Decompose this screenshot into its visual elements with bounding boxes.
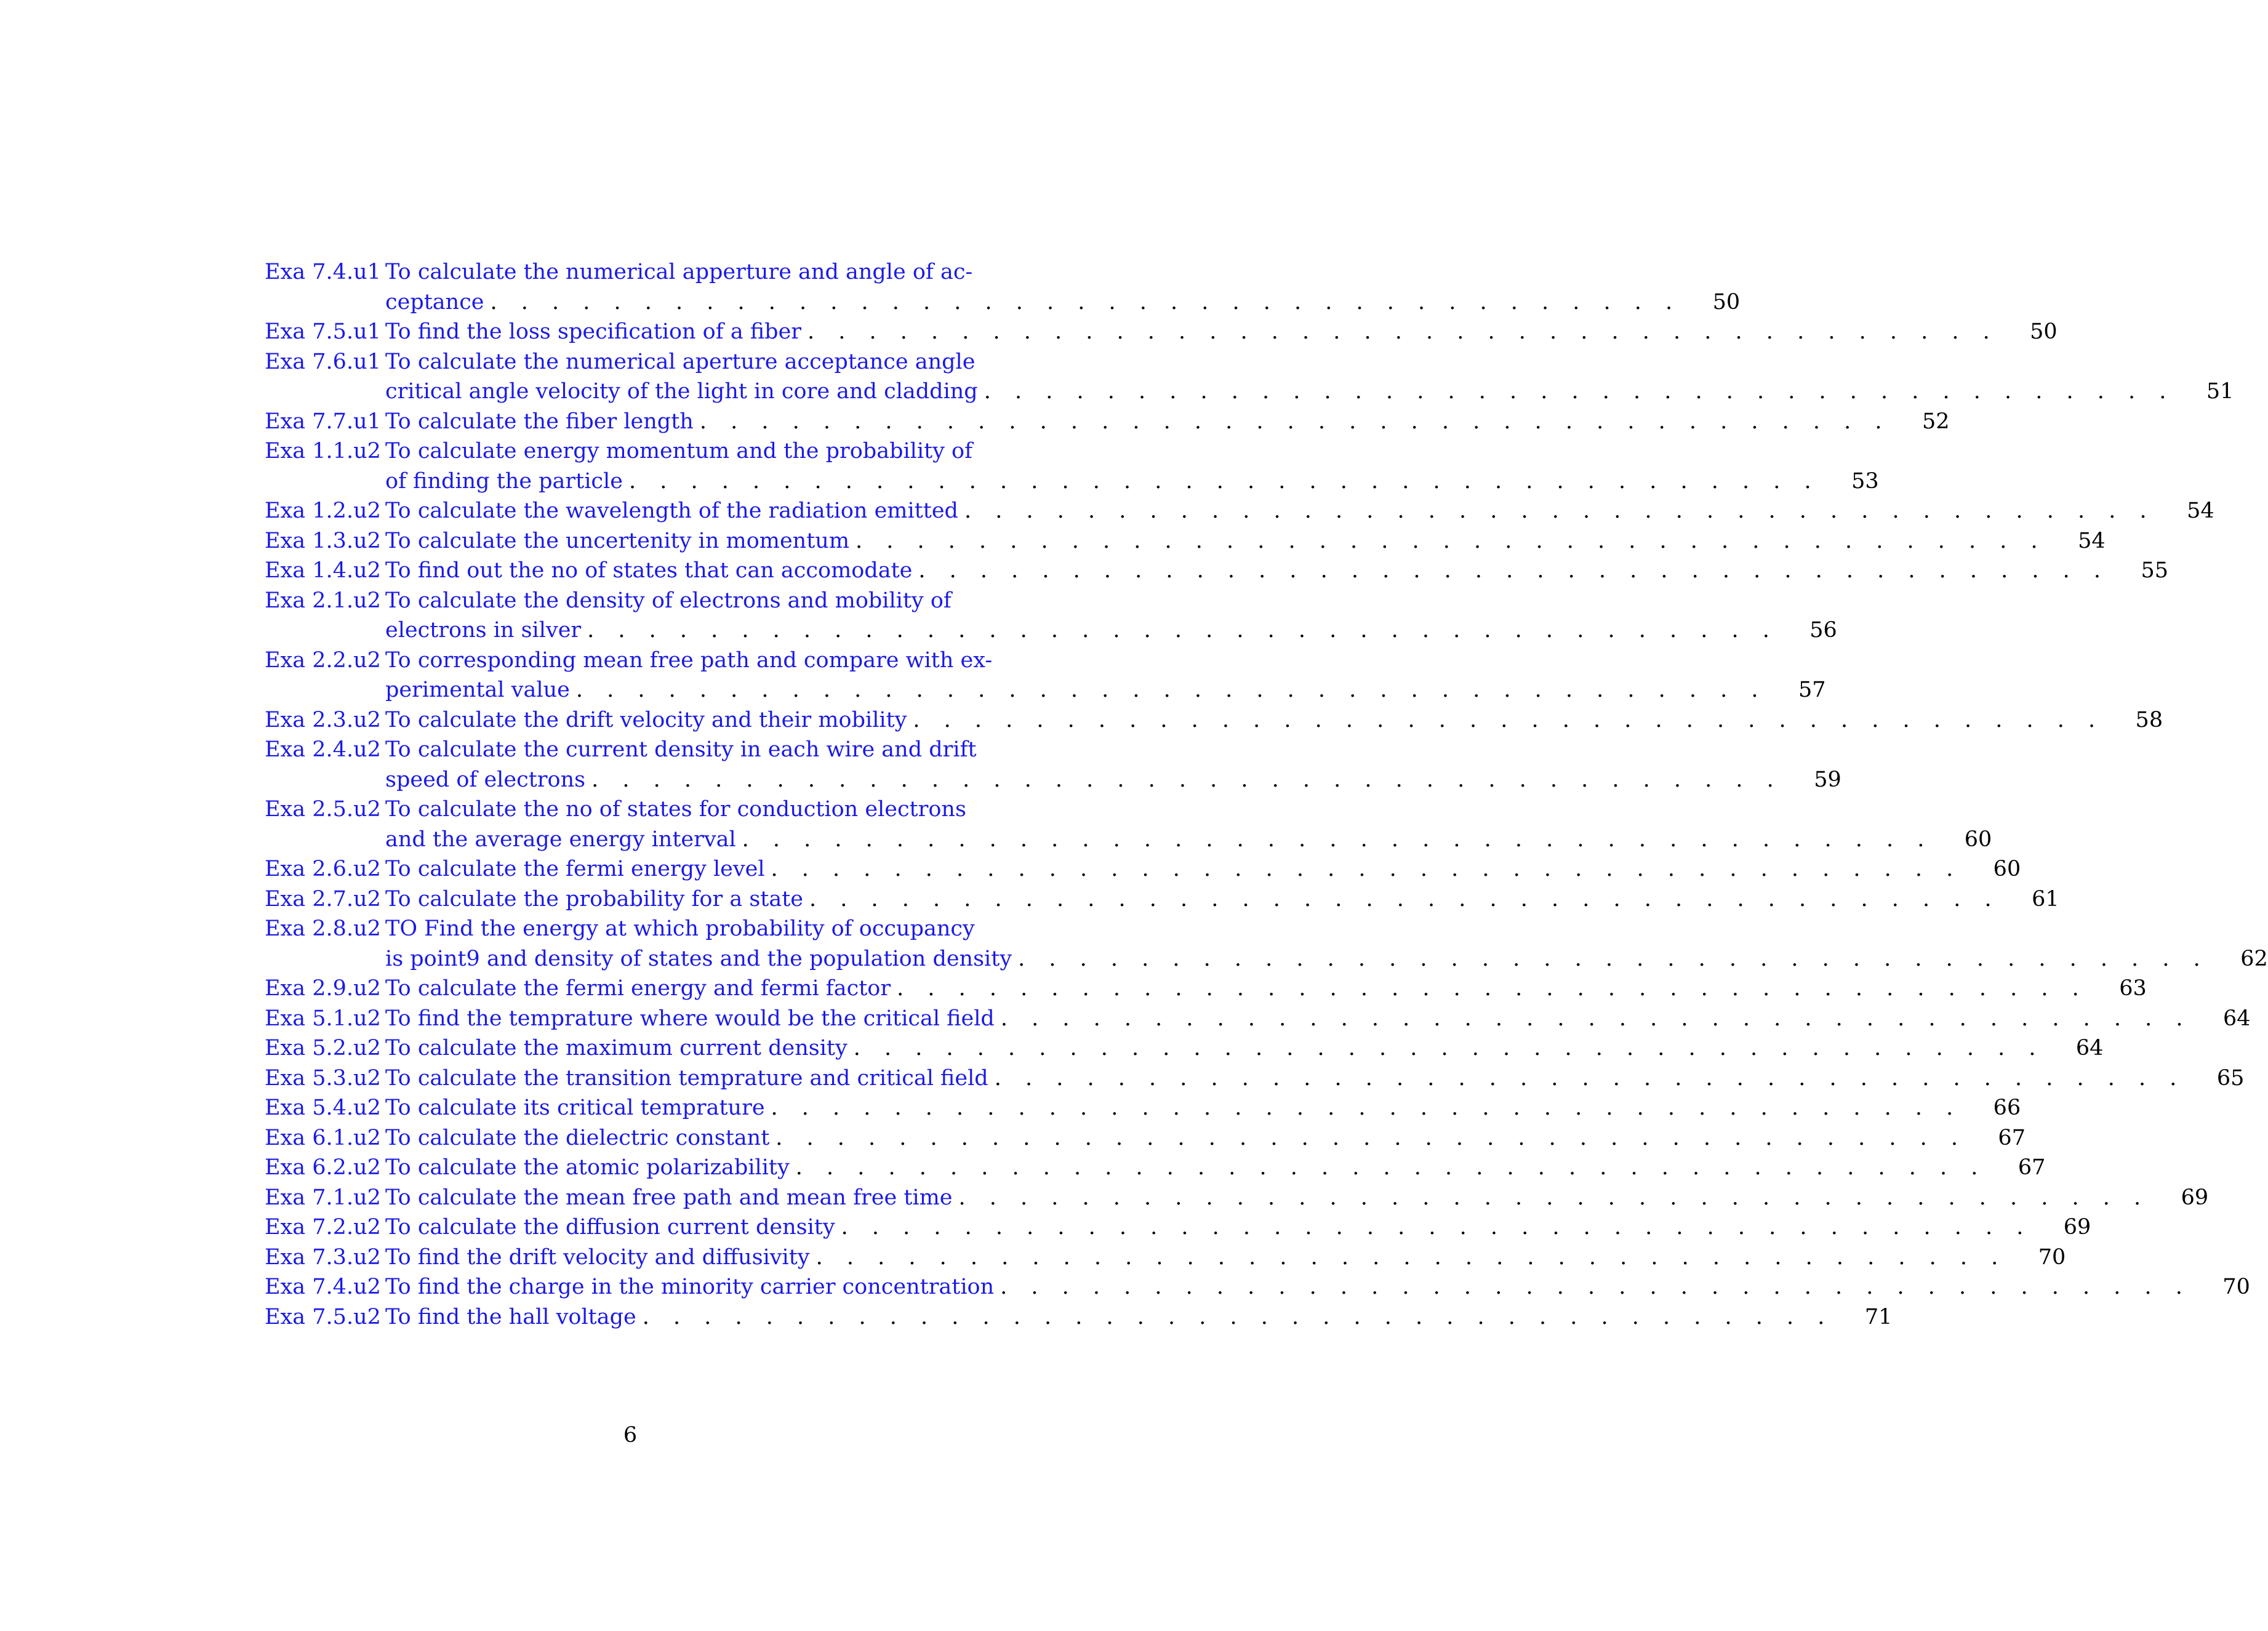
toc-entry-label[interactable]: Exa 7.5.u1 (265, 319, 381, 344)
toc-entry-title-line[interactable]: To calculate the transition temprature and critical field (385, 1065, 988, 1091)
toc-entry-title-line[interactable]: To calculate the wavelength of the radiation emitted (385, 499, 958, 523)
toc-entry-title-line[interactable]: To find out the no of states that can accomodate (385, 558, 913, 583)
toc-entry-page-number[interactable]: 59 (1814, 767, 1841, 792)
toc-entry-page-number[interactable]: 50 (1712, 289, 1741, 315)
dot-leader: . . . . . . . . . . . . . . . . . . . . . . . . . . . . . . . . . . . . . . . (628, 468, 1820, 494)
toc-entry-title-line[interactable]: To calculate the probability for a state (385, 886, 804, 912)
toc-entry-title-line[interactable]: To calculate the dielectric constant (385, 1125, 770, 1150)
toc-entry-title[interactable] (385, 257, 1681, 317)
toc-entry-title-line[interactable]: is point9 and density of states and the population density (385, 946, 1012, 971)
toc-entry-title[interactable] (385, 735, 1782, 795)
dot-leader: . . . . . . . . . . . . . . . . . . . . . . . . . . . . . . . . . . . . . . . (1000, 1275, 2191, 1299)
toc-entry-title-lastline[interactable] (385, 825, 1933, 855)
toc-entry-title[interactable] (385, 407, 1891, 437)
toc-entry-title-line[interactable]: To find the drift velocity and diffusivity (385, 1244, 810, 1270)
toc-entry-title[interactable] (385, 914, 2209, 974)
toc-entry-label[interactable]: Exa 2.8.u2 (265, 916, 381, 941)
toc-entry-title-lastline[interactable] (385, 615, 1778, 646)
toc-entry[interactable] (265, 974, 2147, 1004)
toc-entry-label[interactable]: Exa 7.2.u2 (265, 1215, 381, 1240)
toc-entry-label[interactable]: Exa 7.4.u2 (265, 1275, 381, 1299)
dot-leader: . . . . . . . . . . . . . . . . . . . . . . . . . . . . . . . . . . . . . . . (742, 827, 1933, 852)
dot-leader: . . . . . . . . . . . . . . . . . . . . . . . . . . . . . . . . . . . . . . . (984, 379, 2175, 404)
toc-entry-title[interactable] (385, 586, 1778, 646)
toc-entry-title-lastline[interactable] (385, 496, 2155, 526)
toc-entry-title-lastline[interactable] (385, 407, 1891, 437)
dot-leader: . . . . . . . . . . . . . . . . . . . . . . . . . . . . . . . . . . . . . . . (841, 1215, 2032, 1240)
toc-entry[interactable] (265, 586, 1837, 646)
toc-entry-title-line[interactable]: To calculate the fermi energy and fermi factor (385, 976, 891, 1001)
toc-entry-title-lastline[interactable] (385, 1093, 1961, 1123)
toc-entry[interactable] (265, 1183, 2209, 1213)
toc-entry-title[interactable] (385, 646, 1767, 705)
toc-entry-title-lastline[interactable] (385, 1123, 1966, 1153)
toc-entry-title-line[interactable]: To calculate the maximum current density (385, 1036, 847, 1060)
toc-entry-label[interactable]: Exa 7.6.u1 (265, 349, 381, 374)
toc-entry[interactable] (265, 257, 1741, 317)
toc-entry-label[interactable]: Exa 7.5.u2 (265, 1304, 381, 1329)
toc-entry-label[interactable]: Exa 1.3.u2 (265, 528, 381, 553)
toc-entry[interactable] (265, 436, 1879, 496)
toc-entry-title-line[interactable]: ceptance (385, 289, 484, 315)
toc-entry-title-line[interactable]: To calculate energy momentum and the probability of (385, 439, 973, 463)
toc-entry-title-line[interactable]: To find the hall voltage (385, 1304, 636, 1329)
dot-leader: . . . . . . . . . . . . . . . . . . . . . . . . . . . . . . . . . . . . . . . (575, 678, 1767, 702)
toc-entry-title-lastline[interactable] (385, 1212, 2032, 1243)
toc-entry-label[interactable]: Exa 1.4.u2 (265, 558, 381, 583)
toc-entry-title[interactable] (385, 1153, 1986, 1183)
toc-entry-page-number[interactable]: 61 (2032, 886, 2059, 912)
toc-entry-title[interactable] (385, 1302, 1833, 1332)
toc-entry-label[interactable]: Exa 6.1.u2 (265, 1125, 381, 1150)
toc-entry-label[interactable]: Exa 7.3.u2 (265, 1244, 381, 1270)
toc-entry-title-line[interactable]: To calculate the density of electrons and mobility of (385, 588, 952, 613)
toc-entry-page-number[interactable]: 60 (1993, 857, 2021, 881)
toc-entry[interactable] (265, 1004, 2251, 1034)
toc-entry[interactable] (265, 646, 1826, 705)
toc-entry[interactable] (265, 1153, 2046, 1183)
toc-entry-page-number[interactable]: 60 (1964, 827, 1992, 852)
toc-entry-label[interactable]: Exa 1.1.u2 (265, 439, 381, 463)
dot-leader: . . . . . . . . . . . . . . . . . . . . . . . . . . . . . . . . . . . . . . . (856, 528, 2046, 553)
toc-entry-label[interactable]: Exa 2.4.u2 (265, 737, 381, 762)
dot-leader: . . . . . . . . . . . . . . . . . . . . . . . . . . . . . . . . . . . . . . . (1000, 1006, 2192, 1031)
toc-entry-title-lastline[interactable] (385, 1153, 1986, 1183)
dot-leader: . . . . . . . . . . . . . . . . . . . . . . . . . . . . . . . . . . . . . . . (809, 886, 2000, 912)
dot-leader: . . . . . . . . . . . . . . . . . . . . . . . . . . . . . . . . . . . . . . . (815, 1244, 2007, 1270)
toc-entry-title[interactable] (385, 1243, 2006, 1273)
toc-entry-title-line[interactable]: To calculate the current density in each wire and drift (385, 737, 977, 762)
toc-entry-page-number[interactable]: 70 (2038, 1244, 2066, 1270)
toc-entry-title-line[interactable]: To calculate its critical temprature (385, 1096, 765, 1120)
toc-entry-page-number[interactable]: 52 (1921, 409, 1950, 434)
toc-entry-title-line[interactable]: To calculate the atomic polarizability (385, 1155, 790, 1180)
toc-entry[interactable] (265, 705, 2163, 735)
toc-entry-title-line[interactable]: electrons in silver (385, 618, 582, 643)
toc-entry-title-line[interactable]: To calculate the fiber length (385, 409, 694, 434)
toc-entry-title[interactable] (385, 496, 2155, 526)
toc-entry-title-line[interactable]: critical angle velocity of the light in core and cladding (385, 379, 978, 404)
toc-entry-title[interactable] (385, 1123, 1966, 1153)
dot-leader: . . . . . . . . . . . . . . . . . . . . . . . . . . . . . . . . . . . . . . . (964, 499, 2155, 523)
toc-entry-page-number[interactable]: 67 (1998, 1125, 2026, 1150)
toc-entry-label[interactable]: Exa 2.3.u2 (265, 707, 381, 732)
toc-entry-label[interactable]: Exa 5.3.u2 (265, 1065, 381, 1091)
toc-entry-title-line[interactable]: To corresponding mean free path and compare with ex- (385, 647, 993, 673)
toc-entry-title-lastline[interactable] (385, 1272, 2191, 1302)
toc-entry-label[interactable]: Exa 5.1.u2 (265, 1006, 381, 1031)
toc-entry-title-line[interactable]: To calculate the drift velocity and their mobility (385, 707, 907, 732)
toc-entry[interactable] (265, 407, 1950, 437)
toc-entry-label[interactable]: Exa 2.2.u2 (265, 647, 381, 673)
toc-entry-title-lastline[interactable] (385, 467, 1820, 497)
toc-entry-title[interactable] (385, 974, 2088, 1004)
toc-entry-title-lastline[interactable] (385, 556, 2109, 586)
toc-entry-title-lastline[interactable] (385, 854, 1961, 884)
toc-entry-page-number[interactable]: 53 (1851, 468, 1879, 494)
toc-entry-title-line[interactable]: To calculate the mean free path and mean free time (385, 1185, 953, 1210)
dot-leader: . . . . . . . . . . . . . . . . . . . . . . . . . . . . . . . . . . . . . . . (642, 1304, 1833, 1329)
toc-entry[interactable] (265, 347, 2234, 407)
table-of-contents (265, 257, 2268, 1332)
toc-entry-label[interactable]: Exa 7.1.u2 (265, 1185, 381, 1210)
toc-entry-title[interactable] (385, 1212, 2032, 1243)
toc-entry-title[interactable] (385, 556, 2109, 586)
toc-entry-page-number[interactable]: 64 (2075, 1036, 2104, 1060)
toc-entry-title-line[interactable]: To find the temprature where would be the critical field (385, 1006, 995, 1031)
toc-entry-label[interactable]: Exa 7.4.u1 (265, 260, 381, 284)
toc-entry[interactable] (265, 1212, 2091, 1243)
toc-entry-title-lastline[interactable] (385, 317, 1998, 347)
toc-entry[interactable] (265, 795, 1992, 854)
toc-entry-title-line[interactable]: To find the charge in the minority carrier concentration (385, 1275, 995, 1299)
toc-entry-title-lastline[interactable] (385, 1064, 2185, 1094)
toc-entry[interactable] (265, 735, 1841, 795)
dot-leader: . . . . . . . . . . . . . . . . . . . . . . . . . . . . . . . . . . . . . . . (897, 976, 2088, 1001)
toc-entry-title[interactable] (385, 1004, 2192, 1034)
toc-entry-title[interactable] (385, 705, 2104, 735)
toc-entry-title-lastline[interactable] (385, 884, 2000, 915)
toc-entry-title-line[interactable]: To calculate the numerical apperture and angle of ac- (385, 260, 973, 284)
toc-entry-title-lastline[interactable] (385, 675, 1767, 705)
dot-leader: . . . . . . . . . . . . . . . . . . . . . . . . . . . . . . . . . . . . . . . (699, 409, 1891, 434)
toc-entry[interactable] (265, 1243, 2066, 1273)
toc-entry-title-line[interactable]: To find the loss specification of a fiber (385, 319, 802, 344)
toc-entry-title-line[interactable]: To calculate the fermi energy level (385, 857, 765, 881)
dot-leader: . . . . . . . . . . . . . . . . . . . . . . . . . . . . . . . . . . . . . . . (795, 1155, 1987, 1180)
toc-entry-title[interactable] (385, 1064, 2185, 1094)
toc-entry-title-lastline[interactable] (385, 287, 1681, 318)
toc-entry-label[interactable]: Exa 2.9.u2 (265, 976, 381, 1001)
toc-entry-title-lastline[interactable] (385, 765, 1782, 795)
toc-entry-title-lastline[interactable] (385, 377, 2174, 407)
toc-entry-label[interactable]: Exa 5.2.u2 (265, 1036, 381, 1060)
toc-entry-page-number[interactable]: 69 (2063, 1215, 2091, 1240)
toc-entry-page-number[interactable]: 54 (2187, 499, 2214, 523)
toc-entry-label[interactable]: Exa 2.6.u2 (265, 857, 381, 881)
toc-entry[interactable] (265, 1064, 2245, 1094)
dot-leader: . . . . . . . . . . . . . . . . . . . . . . . . . . . . . . . . . . . . . . . (1018, 946, 2209, 971)
toc-entry-title-line[interactable]: To calculate the diffusion current density (385, 1215, 835, 1240)
dot-leader: . . . . . . . . . . . . . . . . . . . . . . . . . . . . . . . . . . . . . . . (490, 289, 1681, 315)
toc-entry-label[interactable]: Exa 5.4.u2 (265, 1096, 381, 1120)
toc-entry-label[interactable]: Exa 2.7.u2 (265, 886, 381, 912)
toc-entry[interactable] (265, 496, 2214, 526)
toc-entry-title[interactable] (385, 526, 2046, 556)
toc-entry-page-number[interactable]: 64 (2222, 1006, 2251, 1031)
toc-entry-title-lastline[interactable] (385, 1183, 2149, 1213)
dot-leader: . . . . . . . . . . . . . . . . . . . . . . . . . . . . . . . . . . . . . . . (771, 857, 1962, 881)
toc-entry[interactable] (265, 884, 2059, 915)
page-number: 6 (623, 1423, 638, 1448)
toc-entry[interactable] (265, 526, 2106, 556)
dot-leader: . . . . . . . . . . . . . . . . . . . . . . . . . . . . . . . . . . . . . . . (771, 1096, 1962, 1120)
toc-entry-page-number[interactable]: 57 (1798, 678, 1826, 702)
toc-entry-title-lastline[interactable] (385, 944, 2209, 974)
toc-entry-title-line[interactable]: of finding the particle (385, 468, 623, 494)
toc-entry-title[interactable] (385, 1183, 2149, 1213)
toc-entry[interactable] (265, 1033, 2104, 1064)
toc-entry-title[interactable] (385, 854, 1961, 884)
toc-entry-title-lastline[interactable] (385, 526, 2046, 556)
toc-entry-page-number[interactable]: 50 (2030, 319, 2058, 344)
toc-entry[interactable] (265, 1123, 2026, 1153)
toc-entry-title-lastline[interactable] (385, 1033, 2044, 1064)
toc-entry[interactable] (265, 854, 2021, 884)
toc-entry-title-lastline[interactable] (385, 974, 2088, 1004)
toc-entry-page-number[interactable]: 65 (2216, 1065, 2245, 1091)
dot-leader: . . . . . . . . . . . . . . . . . . . . . . . . . . . . . . . . . . . . . . . (918, 558, 2110, 583)
toc-entry-title-line[interactable]: speed of electrons (385, 767, 586, 792)
toc-entry-label[interactable]: Exa 2.5.u2 (265, 797, 381, 822)
toc-entry-title-line[interactable]: and the average energy interval (385, 827, 736, 852)
toc-entry[interactable] (265, 1302, 1893, 1332)
dot-leader: . . . . . . . . . . . . . . . . . . . . . . . . . . . . . . . . . . . . . . . (591, 767, 1782, 792)
toc-entry-title[interactable] (385, 884, 2000, 915)
toc-entry-title-lastline[interactable] (385, 1243, 2006, 1273)
toc-entry-page-number[interactable]: 56 (1809, 618, 1837, 643)
toc-entry-page-number[interactable]: 66 (1993, 1096, 2021, 1120)
toc-entry-page-number[interactable]: 54 (2078, 528, 2106, 553)
toc-entry-title[interactable] (385, 795, 1933, 854)
toc-entry-page-number[interactable]: 62 (2240, 946, 2268, 971)
toc-entry-title[interactable] (385, 1272, 2191, 1302)
dot-leader: . . . . . . . . . . . . . . . . . . . . . . . . . . . . . . . . . . . . . . . (994, 1065, 2186, 1091)
toc-entry-page-number[interactable]: 70 (2222, 1275, 2250, 1299)
toc-entry-label[interactable]: Exa 1.2.u2 (265, 499, 381, 523)
dot-leader: . . . . . . . . . . . . . . . . . . . . . . . . . . . . . . . . . . . . . . . (587, 618, 1778, 643)
toc-entry-title-line[interactable]: To calculate the uncertenity in momentum (385, 528, 850, 553)
dot-leader: . . . . . . . . . . . . . . . . . . . . . . . . . . . . . . . . . . . . . . . (807, 319, 1998, 344)
toc-entry-page-number[interactable]: 58 (2135, 707, 2163, 732)
toc-entry-title[interactable] (385, 436, 1820, 496)
dot-leader: . . . . . . . . . . . . . . . . . . . . . . . . . . . . . . . . . . . . . . . (853, 1036, 2045, 1060)
toc-entry-title-lastline[interactable] (385, 705, 2104, 735)
toc-entry[interactable] (265, 1093, 2021, 1123)
toc-entry[interactable] (265, 317, 2058, 347)
toc-entry-title-line[interactable]: TO Find the energy at which probability of occupancy (385, 916, 975, 941)
toc-entry-title-lastline[interactable] (385, 1302, 1833, 1332)
toc-entry-title[interactable] (385, 347, 2174, 407)
toc-entry[interactable] (265, 556, 2169, 586)
dot-leader: . . . . . . . . . . . . . . . . . . . . . . . . . . . . . . . . . . . . . . . (775, 1125, 1966, 1150)
toc-entry[interactable] (265, 914, 2268, 974)
toc-entry-title[interactable] (385, 1093, 1961, 1123)
toc-entry-title-line[interactable]: perimental value (385, 678, 570, 702)
toc-entry-page-number[interactable]: 51 (2206, 379, 2234, 404)
toc-entry-title[interactable] (385, 1033, 2044, 1064)
toc-entry-page-number[interactable]: 55 (2141, 558, 2169, 583)
toc-entry-title-lastline[interactable] (385, 1004, 2192, 1034)
toc-entry-page-number[interactable]: 71 (1864, 1304, 1893, 1329)
dot-leader: . . . . . . . . . . . . . . . . . . . . . . . . . . . . . . . . . . . . . . . (958, 1185, 2150, 1210)
toc-entry-page-number[interactable]: 67 (2018, 1155, 2046, 1180)
toc-entry-title-line[interactable]: To calculate the numerical aperture acceptance angle (385, 349, 976, 374)
toc-entry-page-number[interactable]: 63 (2119, 976, 2147, 1001)
toc-entry-page-number[interactable]: 69 (2181, 1185, 2209, 1210)
toc-entry[interactable] (265, 1272, 2250, 1302)
toc-entry-label[interactable]: Exa 7.7.u1 (265, 409, 381, 434)
toc-entry-label[interactable]: Exa 2.1.u2 (265, 588, 381, 613)
toc-entry-title[interactable] (385, 317, 1998, 347)
toc-entry-label[interactable]: Exa 6.2.u2 (265, 1155, 381, 1180)
dot-leader: . . . . . . . . . . . . . . . . . . . . . . . . . . . . . . . . . . . . . . . (913, 707, 2104, 732)
toc-entry-title-line[interactable]: To calculate the no of states for conduction electrons (385, 797, 966, 822)
